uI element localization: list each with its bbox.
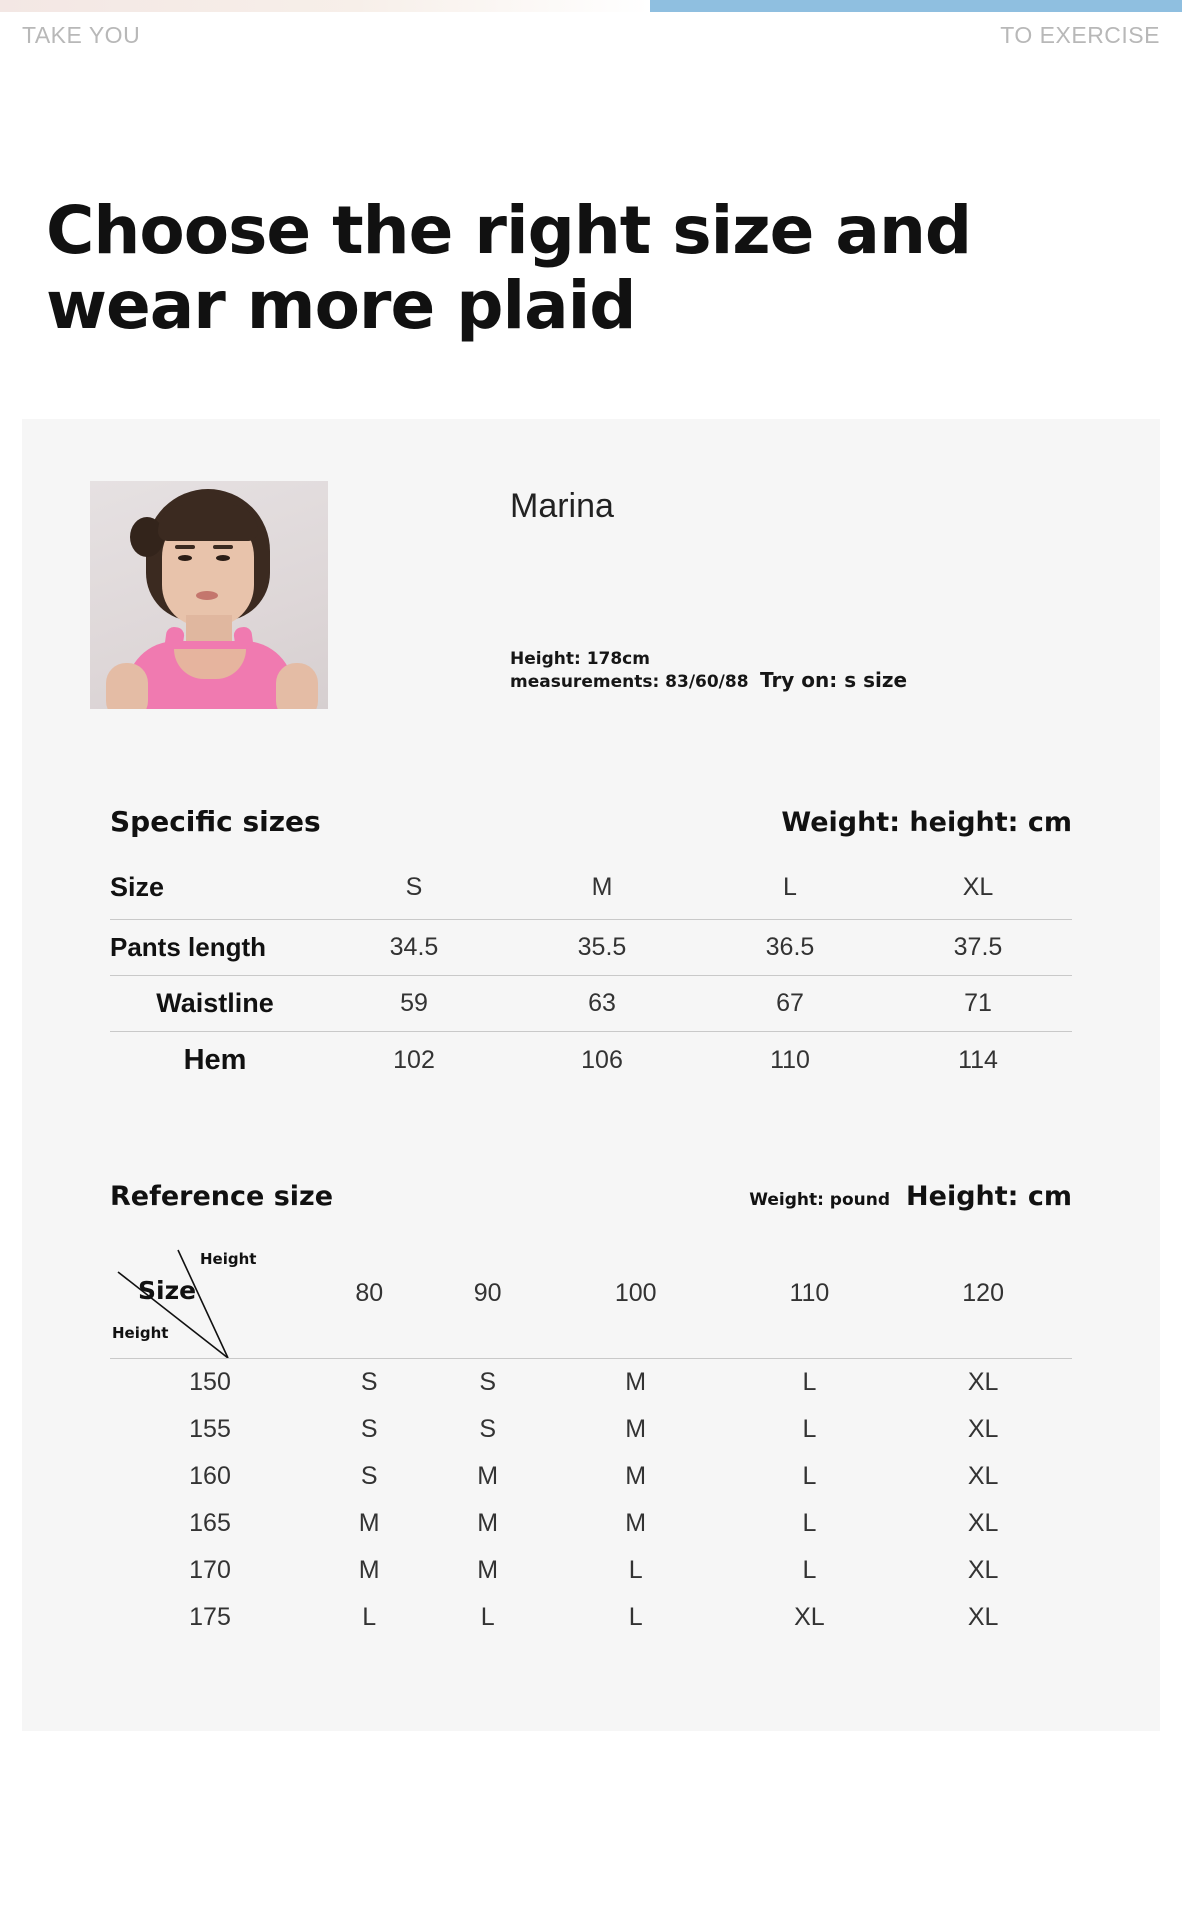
model-measurements: Height: 178cm measurements: 83/60/88 [510,648,749,692]
header-weight-100: 100 [547,1228,725,1359]
header-cell-m: M [508,860,696,920]
cell-160-80: S [360,1461,378,1490]
cell-hem-s: 102 [393,1045,435,1074]
header-right-text: TO EXERCISE [1000,22,1160,48]
table-header-row [110,1228,1072,1359]
cell-waist-m: 63 [508,975,696,1031]
specific-sizes-header [110,805,1072,838]
cell-hem-l: 110 [770,1045,810,1074]
cell-pants-s: 34.5 [320,919,508,975]
cell-160-110: L [802,1461,817,1490]
table-row [110,1500,1072,1547]
row-height-160: 160 [189,1461,231,1490]
table-row [110,1547,1072,1594]
cell-155-110: L [802,1414,817,1443]
cell-150-100: M [625,1367,647,1396]
header-cell-size: Size [110,860,320,920]
header-weight-90: 90 [428,1228,546,1359]
title-block [0,49,1182,344]
cell-hem-xl: 114 [958,1045,998,1074]
specific-sizes-section [22,805,1160,1089]
cell-hem-m: 106 [581,1045,623,1074]
model-name: Marina [510,486,614,525]
cell-waist-xl: 71 [884,975,1072,1031]
specific-sizes-table [110,860,1072,1089]
header-cell-s: S [320,860,508,920]
reference-size-title: Reference size [110,1180,334,1212]
corner-label-top: Height [200,1249,257,1268]
corner-label-bottom: Height [112,1323,169,1342]
top-strip-left [0,0,650,12]
table-row [110,1453,1072,1500]
cell-175-110: XL [794,1602,825,1631]
row-label-pants-length: Pants length [110,919,320,975]
cell-150-80: S [360,1367,378,1396]
cell-150-120: XL [967,1367,999,1396]
cell-170-120: XL [967,1555,999,1584]
cell-170-100: L [628,1555,643,1584]
cell-175-80: L [362,1602,377,1631]
header-cell-xl: XL [884,860,1072,920]
table-row [110,1358,1072,1406]
cell-pants-l: 36.5 [696,919,884,975]
table-row [110,919,1072,975]
reference-unit-height: Height: cm [906,1180,1072,1212]
specific-sizes-unit: Weight: height: cm [781,806,1072,838]
cell-170-90: M [477,1555,499,1584]
table-row [110,1031,1072,1089]
table-row [110,975,1072,1031]
row-height-175: 175 [189,1602,231,1631]
model-info [510,481,907,694]
cell-160-100: M [625,1461,647,1490]
header-weight-110: 110 [725,1228,895,1359]
model-block [22,459,1160,709]
model-stats-row [510,648,907,694]
reference-size-table [110,1228,1072,1641]
row-height-155: 155 [189,1414,231,1443]
cell-waist-l: 67 [696,975,884,1031]
corner-label-size: Size [138,1275,197,1305]
header-cell-l: L [696,860,884,920]
decorative-top-strip [0,0,1182,12]
table-header-row [110,860,1072,920]
cell-150-90: S [479,1367,496,1396]
cell-165-100: M [625,1508,647,1537]
row-height-150: 150 [189,1367,231,1396]
cell-160-90: M [477,1461,499,1490]
cell-170-110: L [802,1555,817,1584]
cell-165-110: L [802,1508,817,1537]
cell-175-120: XL [967,1602,999,1631]
cell-160-120: XL [967,1461,999,1490]
cell-150-110: L [802,1367,817,1396]
header-weight-120: 120 [894,1228,1072,1359]
model-try-on-size: Try on: s size [760,667,908,692]
cell-155-80: S [360,1414,378,1443]
cell-170-80: M [358,1555,380,1584]
reference-size-units [749,1181,1072,1212]
cell-165-90: M [477,1508,499,1537]
header-weight-80: 80 [310,1228,428,1359]
cell-165-80: M [358,1508,380,1537]
cell-155-120: XL [967,1414,999,1443]
cell-175-100: L [628,1602,643,1631]
header-left-text: TAKE YOU [22,22,141,48]
reference-corner-cell [110,1228,310,1359]
row-height-165: 165 [189,1508,231,1537]
cell-155-100: M [625,1414,647,1443]
reference-size-section [22,1181,1160,1641]
cell-175-90: L [480,1602,495,1631]
page-title: Choose the right size and wear more plaid [46,192,972,345]
cell-155-90: S [479,1414,496,1443]
model-photo [90,481,328,709]
page-header [0,12,1182,49]
top-strip-right [650,0,1182,12]
specific-sizes-title: Specific sizes [110,804,321,838]
table-row [110,1594,1072,1641]
table-row [110,1406,1072,1453]
row-label-hem: Hem [183,1043,247,1076]
reference-size-header [110,1181,1072,1212]
reference-unit-weight: Weight: pound [749,1189,891,1210]
cell-pants-xl: 37.5 [884,919,1072,975]
cell-pants-m: 35.5 [508,919,696,975]
cell-waist-s: 59 [320,975,508,1031]
size-guide-panel [22,419,1160,1731]
row-label-waistline: Waistline [110,975,320,1031]
row-height-170: 170 [189,1555,231,1584]
cell-165-120: XL [967,1508,999,1537]
